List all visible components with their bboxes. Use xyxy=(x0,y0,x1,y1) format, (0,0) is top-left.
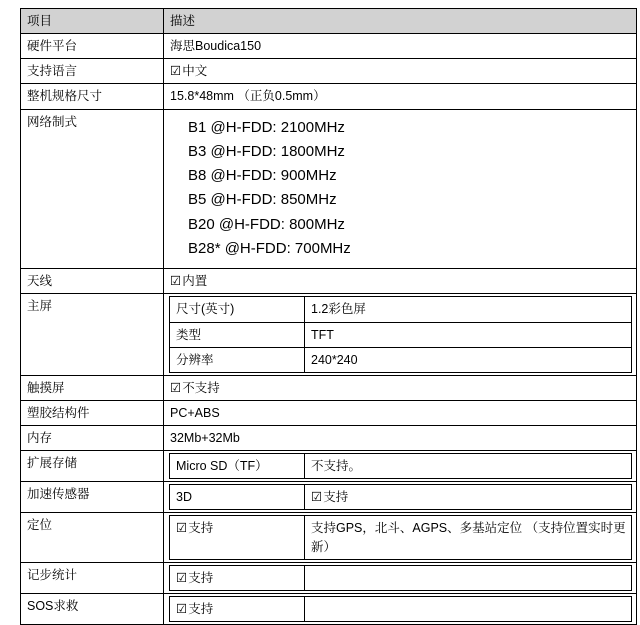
table-row xyxy=(21,562,637,593)
sub-value-screen-size: 1.2彩色屏 xyxy=(305,297,632,322)
table-row xyxy=(21,400,637,425)
table-row xyxy=(21,84,637,109)
sub-value-micro-sd: 不支持。 xyxy=(305,454,632,479)
subtable-row xyxy=(170,485,632,510)
row-label-positioning: 定位 xyxy=(21,513,164,562)
row-value-language xyxy=(164,59,637,84)
sub-value-step-counter-detail xyxy=(305,565,632,590)
network-band-item: B20 @H-FDD: 800MHz xyxy=(188,215,345,233)
sub-value-positioning-support xyxy=(170,516,305,559)
table-header xyxy=(21,9,637,34)
checkbox-icon: ☑ xyxy=(176,600,188,616)
main-screen-subtable xyxy=(169,296,632,372)
row-label-main-screen: 主屏 xyxy=(21,294,164,375)
row-label-hardware-platform: 硬件平台 xyxy=(21,34,164,59)
row-label-touch-screen: 触摸屏 xyxy=(21,375,164,400)
subtable-row xyxy=(170,322,632,347)
sub-label-screen-size: 尺寸(英寸) xyxy=(170,297,305,322)
row-value-antenna-text: 内置 xyxy=(182,274,208,289)
sub-label-screen-type: 类型 xyxy=(170,322,305,347)
network-band-item: B1 @H-FDD: 2100MHz xyxy=(188,118,345,136)
table-row xyxy=(21,34,637,59)
subtable-row xyxy=(170,454,632,479)
row-value-memory: 32Mb+32Mb xyxy=(164,426,637,451)
row-value-positioning xyxy=(164,513,637,562)
table-row xyxy=(21,482,637,513)
table-row xyxy=(21,294,637,375)
checkbox-icon: ☑ xyxy=(176,520,188,536)
column-header-description: 描述 xyxy=(164,9,637,34)
row-value-main-screen xyxy=(164,294,637,375)
sub-value-sos-support xyxy=(170,596,305,621)
sos-subtable xyxy=(169,596,632,622)
checkbox-icon: ☑ xyxy=(176,569,188,585)
sub-value-screen-type: TFT xyxy=(305,322,632,347)
row-label-expandable-storage: 扩展存储 xyxy=(21,451,164,482)
subtable-row xyxy=(170,596,632,621)
table-row xyxy=(21,269,637,294)
row-value-language-text: 中文 xyxy=(182,64,208,79)
row-value-touch-screen-text: 不支持 xyxy=(182,380,220,395)
table-row xyxy=(21,513,637,562)
table-row xyxy=(21,593,637,624)
row-label-network-bands: 网络制式 xyxy=(21,109,164,269)
checkbox-icon: ☑ xyxy=(311,489,323,505)
row-value-plastic-parts: PC+ABS xyxy=(164,400,637,425)
row-label-sos: SOS求救 xyxy=(21,593,164,624)
row-label-step-counter: 记步统计 xyxy=(21,562,164,593)
row-value-network-bands xyxy=(164,109,637,269)
network-band-item: B8 @H-FDD: 900MHz xyxy=(188,167,337,185)
sub-value-accelerometer-text: 支持 xyxy=(323,490,349,505)
column-header-item: 项目 xyxy=(21,9,164,34)
row-value-step-counter xyxy=(164,562,637,593)
row-value-touch-screen xyxy=(164,375,637,400)
subtable-row xyxy=(170,297,632,322)
network-band-item: B3 @H-FDD: 1800MHz xyxy=(188,142,345,160)
sub-value-resolution: 240*240 xyxy=(305,347,632,372)
step-counter-subtable xyxy=(169,565,632,591)
table-row xyxy=(21,375,637,400)
sub-label-accelerometer-axis: 3D xyxy=(170,485,305,510)
subtable-row xyxy=(170,347,632,372)
sub-value-positioning-support-text: 支持 xyxy=(188,521,214,536)
row-value-expandable-storage xyxy=(164,451,637,482)
sub-value-positioning-detail: 支持GPS，北斗、AGPS、多基站定位 （支持位置实时更新） xyxy=(305,516,632,559)
checkbox-icon: ☑ xyxy=(170,379,182,395)
row-value-sos xyxy=(164,593,637,624)
network-band-item: B5 @H-FDD: 850MHz xyxy=(188,191,337,209)
row-label-language: 支持语言 xyxy=(21,59,164,84)
table-row xyxy=(21,59,637,84)
row-value-accelerometer xyxy=(164,482,637,513)
subtable-row xyxy=(170,516,632,559)
sub-label-resolution: 分辨率 xyxy=(170,347,305,372)
expandable-storage-subtable xyxy=(169,453,632,479)
row-label-memory: 内存 xyxy=(21,426,164,451)
specification-table xyxy=(20,8,637,625)
table-row xyxy=(21,426,637,451)
sub-value-accelerometer-support xyxy=(305,485,632,510)
checkbox-icon: ☑ xyxy=(170,273,182,289)
sub-value-sos-text: 支持 xyxy=(188,601,214,616)
network-band-list xyxy=(170,113,631,266)
row-label-dimensions: 整机规格尺寸 xyxy=(21,84,164,109)
table-body xyxy=(21,34,637,625)
positioning-subtable xyxy=(169,515,632,559)
row-value-hardware-platform: 海思Boudica150 xyxy=(164,34,637,59)
sub-label-micro-sd: Micro SD（TF） xyxy=(170,454,305,479)
sub-value-step-counter-support xyxy=(170,565,305,590)
checkbox-icon: ☑ xyxy=(170,63,182,79)
row-label-accelerometer: 加速传感器 xyxy=(21,482,164,513)
row-value-dimensions: 15.8*48mm （正负0.5mm） xyxy=(164,84,637,109)
table-header-row xyxy=(21,9,637,34)
table-row xyxy=(21,451,637,482)
row-value-antenna xyxy=(164,269,637,294)
accelerometer-subtable xyxy=(169,484,632,510)
network-band-item: B28* @H-FDD: 700MHz xyxy=(188,239,351,257)
row-label-plastic-parts: 塑胶结构件 xyxy=(21,400,164,425)
sub-value-step-counter-text: 支持 xyxy=(188,570,214,585)
sub-value-sos-detail xyxy=(305,596,632,621)
subtable-row xyxy=(170,565,632,590)
table-row xyxy=(21,109,637,269)
row-label-antenna: 天线 xyxy=(21,269,164,294)
